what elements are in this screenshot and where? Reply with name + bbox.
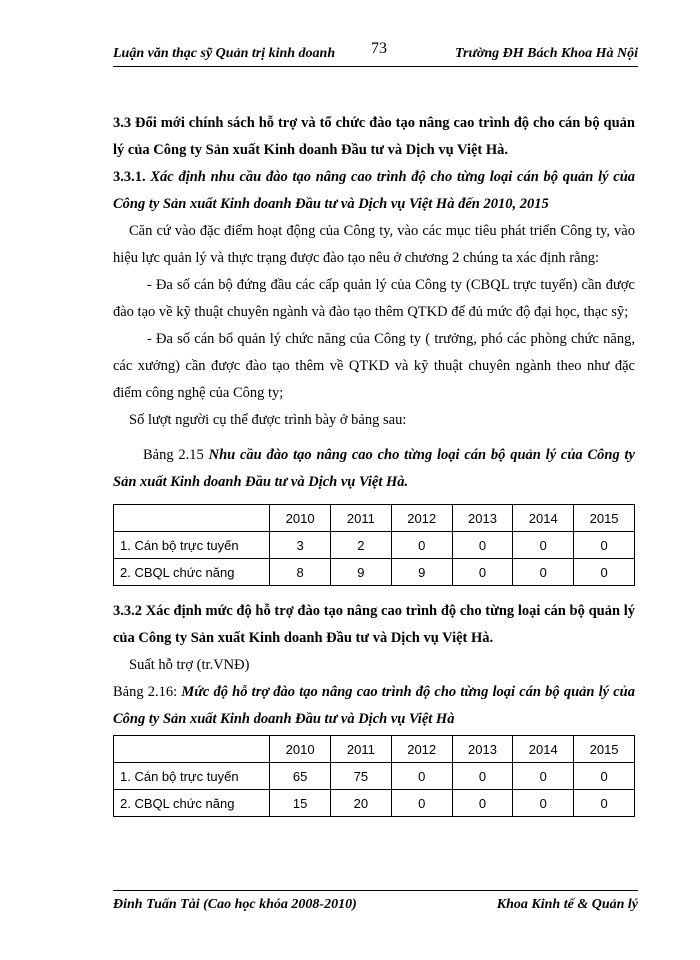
caption-2-15-prefix: Bảng 2.15 [143,447,209,463]
year-header: 2012 [391,736,452,763]
caption-2-16-title: Mức độ hỗ trợ đào tạo nâng cao trình độ cho từng loại cán bộ quản lý của Công ty Sản xuất Kinh doanh Đầu tư và Dịch vụ Việt Hà [113,684,635,727]
table-cell: 9 [391,559,452,586]
table-cell: 0 [574,790,635,817]
row-label: 2. CBQL chức năng [114,790,270,817]
year-header: 2012 [391,505,452,532]
table-cell: 0 [391,532,452,559]
table-cell: 8 [270,559,331,586]
table-header-row [114,736,635,763]
table-cell: 0 [574,763,635,790]
bullet-line-managers: - Đa số cán bộ đứng đầu các cấp quản lý của Công ty (CBQL trực tuyến) cần được đào tạo về kỹ thuật chuyên ngành và đào tạo thêm QTKD để đủ mức độ đại học, thạc sỹ; [113,277,635,320]
table-corner-cell [114,736,270,763]
year-header: 2014 [513,736,574,763]
table-2-15-caption [113,442,635,496]
year-header: 2011 [331,736,392,763]
table-2-16 [113,735,635,817]
table-cell: 0 [513,559,574,586]
section-3-3-1-number: 3.3.1. [113,169,146,185]
table-cell: 75 [331,763,392,790]
section-3-3-1-heading [113,164,635,218]
table-cell: 0 [452,532,513,559]
year-header: 2013 [452,736,513,763]
table-2-15 [113,504,635,586]
year-header: 2015 [574,505,635,532]
table-cell: 15 [270,790,331,817]
intro-paragraph: Căn cứ vào đặc điểm hoạt động của Công ty, vào các mục tiêu phát triển Công ty, vào hiệu lực quản lý và thực trạng được đào tạo nêu ở chương 2 chúng ta xác định rằng: [113,223,635,266]
page-footer [113,890,638,913]
table-cell: 20 [331,790,392,817]
table-cell: 2 [331,532,392,559]
caption-2-15-title: Nhu cầu đào tạo nâng cao cho từng loại cán bộ quản lý của Công ty Sản xuất Kinh doanh Đầu tư và Dịch vụ Việt Hà. [113,447,635,490]
table-row [114,763,635,790]
year-header: 2011 [331,505,392,532]
table-row [114,559,635,586]
table-cell: 0 [452,763,513,790]
year-header: 2010 [270,505,331,532]
caption-2-16-prefix: Bảng 2.16: [113,684,182,700]
section-3-3-1-title: Xác định nhu cầu đào tạo nâng cao trình độ cho từng loại cán bộ quản lý của Công ty Sản xuất Kinh doanh Đầu tư và Dịch vụ Việt Hà đến 2010, 2015 [113,169,636,212]
page-header [113,40,638,67]
row-label: 1. Cán bộ trực tuyến [114,532,270,559]
table-cell: 0 [391,763,452,790]
header-university: Trường ĐH Bách Khoa Hà Nội [454,46,638,61]
row-label: 1. Cán bộ trực tuyến [114,763,270,790]
year-header: 2013 [452,505,513,532]
table-cell: 65 [270,763,331,790]
table-cell: 0 [574,532,635,559]
footer-faculty: Khoa Kinh tế & Quản lý [496,897,638,912]
table-cell: 3 [270,532,331,559]
unit-note: Suất hỗ trợ (tr.VNĐ) [129,657,250,673]
table-header-row [114,505,635,532]
page-content [113,110,635,817]
table-cell: 0 [513,763,574,790]
table-cell: 9 [331,559,392,586]
table-cell: 0 [513,790,574,817]
page-number: 73 [371,40,387,57]
bullet-functional-managers: - Đa số cán bổ quản lý chức năng của Công ty ( trưởng, phó các phòng chức năng, các xưởng) cần được đào tạo thêm về QTKD và kỹ thuật chuyên ngành theo như đặc điểm công nghệ của Công ty; [113,331,635,401]
header-thesis-title: Luận văn thạc sỹ Quản trị kinh doanh [113,46,336,61]
table-cell: 0 [391,790,452,817]
table-2-16-caption [113,679,635,733]
table-row [114,532,635,559]
row-label: 2. CBQL chức năng [114,559,270,586]
table-lead-text: Số lượt người cụ thể được trình bày ở bảng sau: [129,412,407,428]
year-header: 2015 [574,736,635,763]
table-corner-cell [114,505,270,532]
year-header: 2014 [513,505,574,532]
table-cell: 0 [452,790,513,817]
table-cell: 0 [574,559,635,586]
table-cell: 0 [513,532,574,559]
table-cell: 0 [452,559,513,586]
section-3-3-2-heading: 3.3.2 Xác định mức độ hỗ trợ đào tạo nâng cao trình độ cho từng loại cán bộ quản lý của Công ty Sản xuất Kinh doanh Đầu tư và Dịch vụ Việt Hà. [113,603,635,646]
section-3-3-heading: 3.3 Đổi mới chính sách hỗ trợ và tổ chức đào tạo nâng cao trình độ cho cán bộ quản lý của Công ty Sản xuất Kinh doanh Đầu tư và Dịch vụ Việt Hà. [113,115,635,158]
footer-author: Đinh Tuấn Tài (Cao học khóa 2008-2010) [113,897,357,912]
table-row [114,790,635,817]
year-header: 2010 [270,736,331,763]
